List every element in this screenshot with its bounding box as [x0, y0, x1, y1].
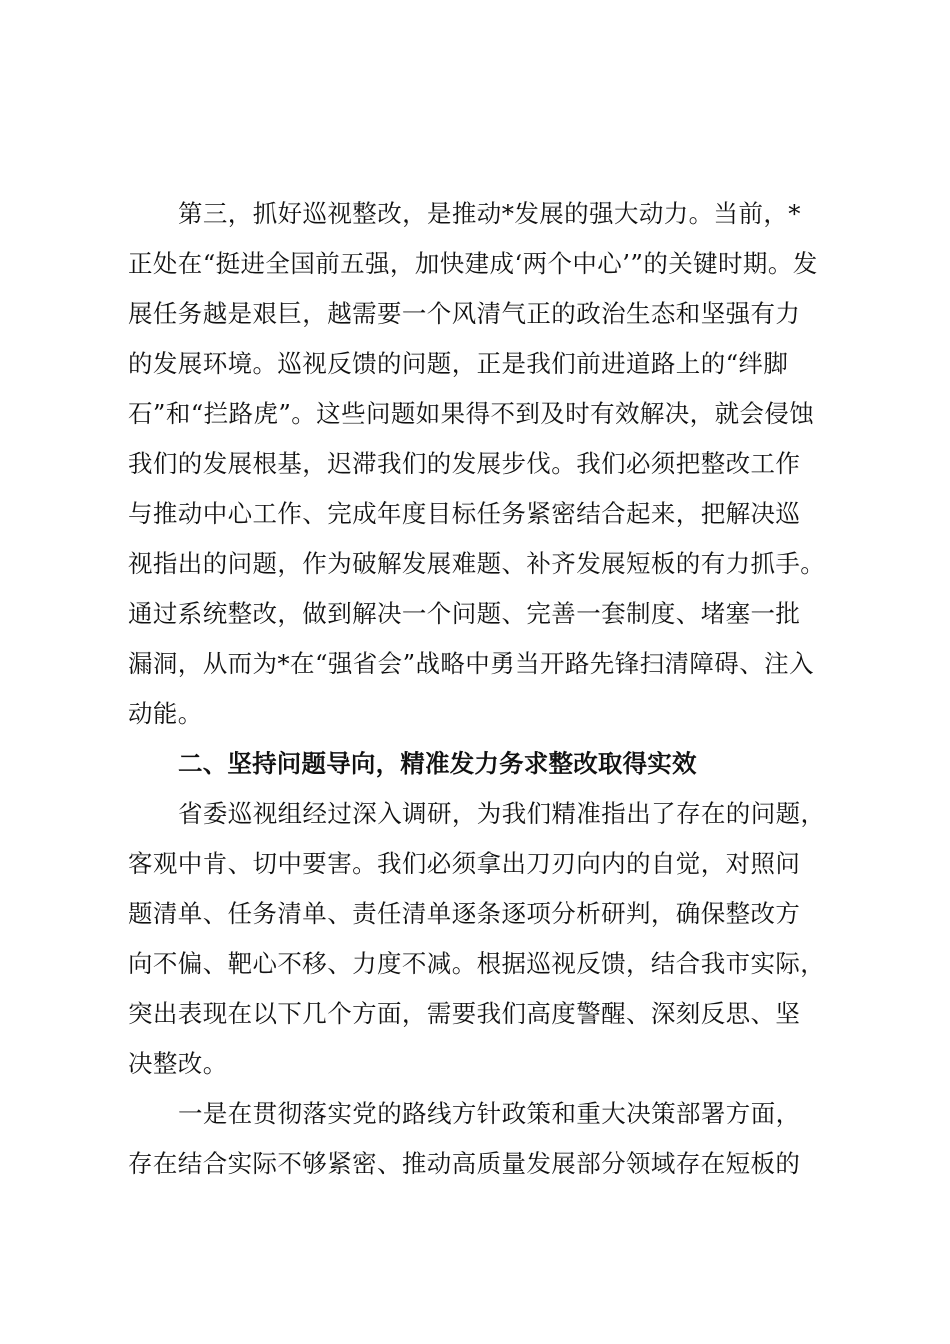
paragraph-problem-orientation: [128, 789, 828, 1089]
text-line: 客观中肯、切中要害。我们必须拿出刀刃向内的自觉，对照问: [128, 849, 801, 878]
text-line: 题清单、任务清单、责任清单逐条逐项分析研判，确保整改方: [128, 899, 801, 928]
text-line: 省委巡视组经过深入调研，为我们精准指出了存在的问题，: [178, 799, 826, 828]
text-line: 与推动中心工作、完成年度目标任务紧密结合起来，把解决巡: [128, 499, 801, 528]
text-line: 视指出的问题，作为破解发展难题、补齐发展短板的有力抓手。: [128, 549, 826, 578]
text-line: 动能。: [128, 699, 203, 728]
text-line: 正处在“挺进全国前五强，加快建成‘两个中心’”的关键时期。发: [128, 249, 818, 278]
text-line: 展任务越是艰巨，越需要一个风清气正的政治生态和坚强有力: [128, 299, 801, 328]
text-line: 的发展环境。巡视反馈的问题，正是我们前进道路上的“绊脚: [128, 349, 789, 378]
section-heading: 二、坚持问题导向，精准发力务求整改取得实效: [178, 749, 697, 778]
text-line: 存在结合实际不够紧密、推动高质量发展部分领域存在短板的: [128, 1149, 801, 1178]
paragraph-first-issue: [128, 1089, 828, 1189]
text-line: 我们的发展根基，迟滞我们的发展步伐。我们必须把整改工作: [128, 449, 801, 478]
text-line: 通过系统整改，做到解决一个问题、完善一套制度、堵塞一批: [128, 599, 801, 628]
text-line: 第三，抓好巡视整改，是推动*发展的强大动力。当前，*: [178, 199, 801, 228]
document-body: [128, 189, 828, 1189]
text-line: 突出表现在以下几个方面，需要我们高度警醒、深刻反思、坚: [128, 999, 801, 1028]
paragraph-strong-driving-force: [128, 189, 828, 739]
text-line: 石”和“拦路虎”。这些问题如果得不到及时有效解决，就会侵蚀: [128, 399, 815, 428]
text-line: 漏洞，从而为*在“强省会”战略中勇当开路先锋扫清障碍、注入: [128, 649, 814, 678]
text-line: 向不偏、靶心不移、力度不减。根据巡视反馈，结合我市实际，: [128, 949, 826, 978]
text-line: 决整改。: [128, 1049, 228, 1078]
text-line: 一是在贯彻落实党的路线方针政策和重大决策部署方面，: [178, 1099, 801, 1128]
